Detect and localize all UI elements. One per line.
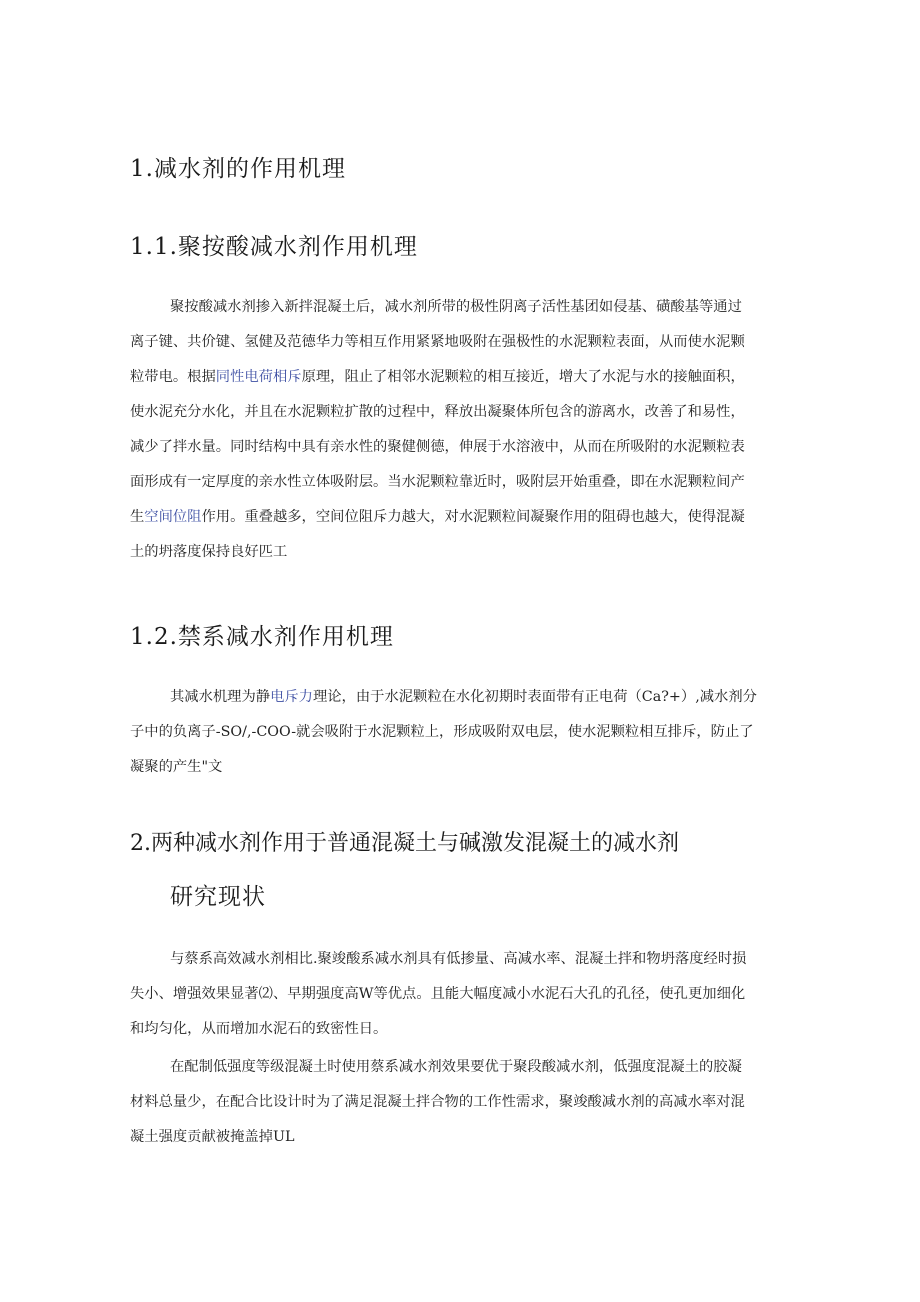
paragraph-line: 使水泥充分水化，并且在水泥颗粒扩散的过程中，释放出凝聚体所包含的游离水，改善了和易性， (130, 404, 745, 420)
paragraph-line: 子中的负离子-SO/,-COO-就会吸附于水泥颗粒上，形成吸附双电层，使水泥颗粒相互排斥，防止了 (130, 724, 754, 740)
paragraph-4 (130, 1050, 796, 1155)
text-segment: 粒带电。根据 (130, 369, 216, 385)
text-segment: 理论，由于水泥颗粒在水化初期时表面带有正电荷（Ca?+）,减水剂分 (312, 689, 757, 705)
paragraph-line: 失小、增强效果显著⑵、早期强度高W等优点。且能大幅度减小水泥石大孔的孔径，使孔更加细化 (130, 986, 746, 1002)
paragraph-line: 聚按酸减水剂掺入新拌混凝土后，减水剂所带的极性阴离子活性基团如侵基、磺酸基等通过 (170, 299, 742, 315)
text-segment: 其减水机理为静 (170, 689, 271, 705)
paragraph-line: 凝聚的产生"文 (130, 759, 223, 775)
paragraph-line: 在配制低强度等级混凝土时使用蔡系减水剂效果要优于聚段酸减水剂，低强度混凝土的胶凝 (170, 1059, 742, 1075)
section-2-heading-continued: 研究现状 (170, 884, 266, 910)
section-1-1-heading: 1.1.聚按酸减水剂作用机理 (130, 234, 418, 260)
paragraph-2 (130, 680, 796, 785)
paragraph-line (130, 360, 796, 395)
section-1-2-heading: 1.2.禁系减水剂作用机理 (130, 624, 394, 650)
paragraph-line: 离子键、共价键、氢健及范德华力等相互作用紧紧地吸附在强极性的水泥颗粒表面，从而使水泥颗 (130, 334, 745, 350)
link-electrostatic-repulsion[interactable]: 电斥力 (270, 689, 313, 705)
paragraph-line: 减少了拌水量。同时结构中具有亲水性的聚健侧德，伸展于水溶液中，从而在所吸附的水泥颗粒表 (130, 439, 745, 455)
paragraph-line: 和均匀化，从而增加水泥石的致密性日。 (130, 1021, 388, 1037)
text-segment: 生 (130, 509, 145, 525)
link-steric-hindrance[interactable]: 空间位阻 (144, 509, 202, 525)
paragraph-line: 面形成有一定厚度的亲水性立体吸附层。当水泥颗粒靠近时，吸附层开始重叠，即在水泥颗粒间产 (130, 474, 745, 490)
link-like-charges-repel[interactable]: 同性电荷相斥 (215, 369, 302, 385)
paragraph-line: 凝土强度贡献被掩盖掉UL (130, 1129, 295, 1145)
text-segment: 原理，阻止了相邻水泥颗粒的相互接近，增大了水泥与水的接触面积， (301, 369, 745, 385)
paragraph-line: 土的坍落度保持良好匹工 (130, 544, 288, 560)
paragraph-line (130, 500, 796, 535)
section-1-heading: 1.减水剂的作用机理 (130, 156, 346, 182)
paragraph-line (130, 680, 796, 715)
paragraph-3 (130, 942, 796, 1047)
paragraph-line: 材料总量少，在配合比设计时为了满足混凝土拌合物的工作性需求，聚竣酸减水剂的高减水率对混 (130, 1094, 745, 1110)
paragraph-line: 与蔡系高效减水剂相比.聚竣酸系减水剂具有低掺量、高减水率、混凝土拌和物坍落度经时损 (170, 951, 747, 967)
text-segment: 作用。重叠越多，空间位阻斥力越大，对水泥颗粒间凝聚作用的阻碍也越大，使得混凝 (201, 509, 745, 525)
paragraph-1 (130, 290, 796, 570)
section-2-heading: 2.两种减水剂作用于普通混凝土与碱激发混凝土的减水剂 (130, 831, 679, 856)
